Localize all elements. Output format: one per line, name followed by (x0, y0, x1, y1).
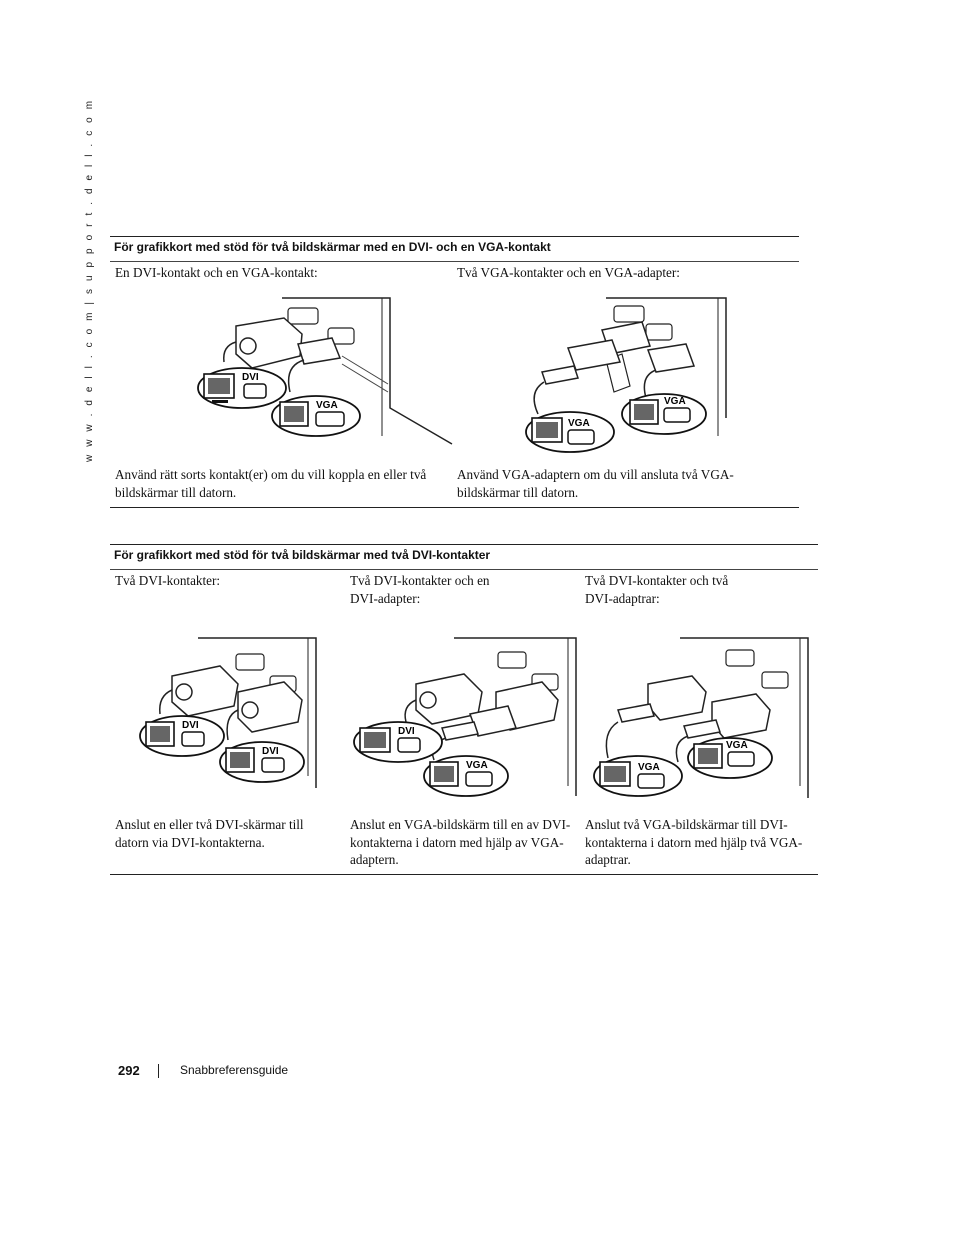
footer-divider (158, 1064, 159, 1078)
cell-caption-bottom: Anslut två VGA-bildskärmar till DVI-kontakterna i datorn med hjälp två VGA-adaptrar. (585, 817, 803, 867)
port-label: DVI (262, 746, 279, 757)
side-url: w w w . d e l l . c o m | s u p p o r t . d e l l . c o m (84, 98, 95, 462)
table-header: För grafikkort med stöd för två bildskärmar med två DVI-kontakter (110, 544, 818, 570)
cell-caption-top: Två VGA-kontakter och en VGA-adapter: (457, 265, 680, 280)
page-number: 292 (118, 1063, 140, 1078)
port-label: VGA (664, 396, 686, 407)
port-label: DVI (242, 372, 259, 383)
cell-caption-top: Två DVI-kontakter och två DVI-adaptrar: (585, 573, 729, 606)
cell-caption-bottom: Anslut en eller två DVI-skärmar till datorn via DVI-kontakterna. (115, 817, 304, 850)
cell-caption-bottom: Använd rätt sorts kontakt(er) om du vill koppla en eller två bildskärmar till datorn. (115, 467, 427, 500)
cell-caption-top: Två DVI-kontakter: (115, 573, 221, 588)
connector-illustration (350, 636, 580, 808)
cell-caption-top: Två DVI-kontakter och en DVI-adapter: (350, 573, 490, 606)
cell-caption-bottom: Använd VGA-adaptern om du vill ansluta två VGA-bildskärmar till datorn. (457, 467, 734, 500)
table-bottom-rule (110, 874, 818, 875)
port-label: VGA (466, 760, 488, 771)
port-label: VGA (726, 740, 748, 751)
table-bottom-rule (110, 507, 799, 508)
port-label: VGA (316, 400, 338, 411)
port-label: VGA (638, 762, 660, 773)
port-label: DVI (398, 726, 415, 737)
table-dvi-vga (110, 236, 799, 508)
footer-title: Snabbreferensguide (180, 1063, 289, 1077)
connector-illustration (192, 296, 458, 446)
table-header: För grafikkort med stöd för två bildskärmar med en DVI- och en VGA-kontakt (110, 236, 799, 262)
port-label: VGA (568, 418, 590, 429)
cell-caption-bottom: Anslut en VGA-bildskärm till en av DVI-kontakterna i datorn med hjälp av VGA-adaptern. (350, 817, 571, 867)
connector-illustration (522, 296, 728, 462)
port-label: DVI (182, 720, 199, 731)
table-two-dvi (110, 544, 818, 875)
cell-caption-top: En DVI-kontakt och en VGA-kontakt: (115, 265, 318, 280)
connector-illustration (588, 636, 812, 810)
connector-illustration (138, 636, 322, 802)
